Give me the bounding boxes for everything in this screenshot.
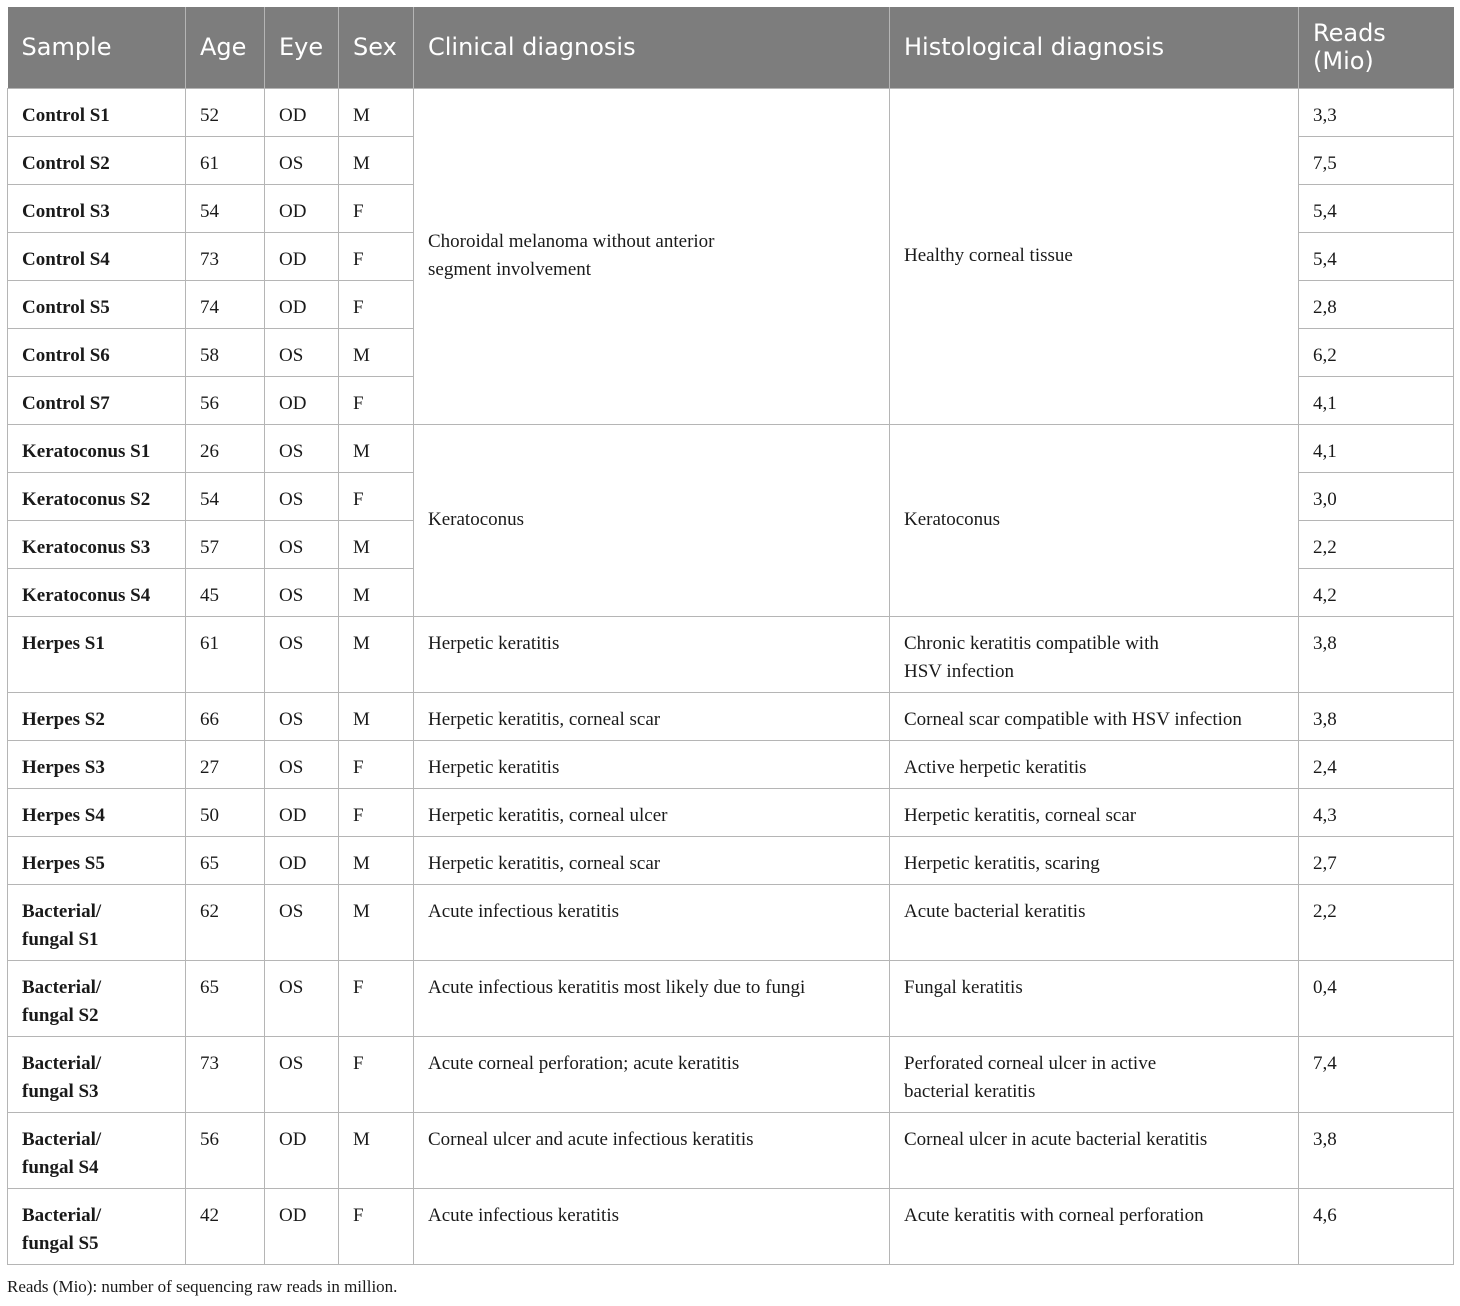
cell-eye: OD bbox=[265, 1188, 339, 1264]
cell-sex: M bbox=[339, 328, 414, 376]
table-header-row bbox=[8, 7, 1454, 88]
cell-sample: Keratoconus S3 bbox=[8, 520, 186, 568]
cell-age: 73 bbox=[186, 232, 265, 280]
cell-eye: OD bbox=[265, 376, 339, 424]
header-sample: Sample bbox=[8, 7, 186, 88]
cell-sex: F bbox=[339, 960, 414, 1036]
cell-sample: Herpes S2 bbox=[8, 692, 186, 740]
cell-reads: 0,4 bbox=[1299, 960, 1454, 1036]
table-row bbox=[8, 1112, 1454, 1188]
cell-age: 57 bbox=[186, 520, 265, 568]
cell-sample: Control S5 bbox=[8, 280, 186, 328]
cell-reads: 4,6 bbox=[1299, 1188, 1454, 1264]
cell-sex: M bbox=[339, 616, 414, 692]
cell-reads: 2,7 bbox=[1299, 836, 1454, 884]
cell-sex: F bbox=[339, 1036, 414, 1112]
table-row bbox=[8, 424, 1454, 472]
cell-histological-diagnosis: Herpetic keratitis, scaring bbox=[890, 836, 1299, 884]
cell-sex: M bbox=[339, 424, 414, 472]
cell-sample: Control S1 bbox=[8, 88, 186, 136]
cell-clinical-diagnosis: Herpetic keratitis bbox=[414, 740, 890, 788]
cell-histological-diagnosis: Acute keratitis with corneal perforation bbox=[890, 1188, 1299, 1264]
cell-reads: 3,0 bbox=[1299, 472, 1454, 520]
cell-eye: OS bbox=[265, 740, 339, 788]
cell-age: 52 bbox=[186, 88, 265, 136]
cell-reads: 7,5 bbox=[1299, 136, 1454, 184]
table-row bbox=[8, 616, 1454, 692]
table-row bbox=[8, 884, 1454, 960]
cell-sex: M bbox=[339, 1112, 414, 1188]
cell-sex: F bbox=[339, 376, 414, 424]
table-row bbox=[8, 88, 1454, 136]
cell-eye: OD bbox=[265, 788, 339, 836]
cell-eye: OS bbox=[265, 960, 339, 1036]
table-footnote: Reads (Mio): number of sequencing raw reads in million. bbox=[7, 1277, 398, 1296]
cell-eye: OS bbox=[265, 136, 339, 184]
cell-sex: M bbox=[339, 692, 414, 740]
cell-eye: OD bbox=[265, 836, 339, 884]
cell-reads: 4,2 bbox=[1299, 568, 1454, 616]
cell-age: 45 bbox=[186, 568, 265, 616]
cell-sample: Keratoconus S1 bbox=[8, 424, 186, 472]
table-row bbox=[8, 1036, 1454, 1112]
cell-reads: 2,2 bbox=[1299, 520, 1454, 568]
samples-table bbox=[7, 7, 1454, 1265]
cell-age: 65 bbox=[186, 836, 265, 884]
cell-sex: M bbox=[339, 88, 414, 136]
cell-histological-diagnosis: Acute bacterial keratitis bbox=[890, 884, 1299, 960]
cell-sex: F bbox=[339, 788, 414, 836]
cell-sex: F bbox=[339, 280, 414, 328]
cell-sample: Herpes S1 bbox=[8, 616, 186, 692]
cell-eye: OS bbox=[265, 520, 339, 568]
cell-age: 66 bbox=[186, 692, 265, 740]
cell-age: 61 bbox=[186, 616, 265, 692]
cell-eye: OD bbox=[265, 184, 339, 232]
cell-eye: OD bbox=[265, 280, 339, 328]
cell-sex: F bbox=[339, 1188, 414, 1264]
cell-clinical-diagnosis: Acute infectious keratitis bbox=[414, 884, 890, 960]
cell-age: 58 bbox=[186, 328, 265, 376]
table-row bbox=[8, 836, 1454, 884]
cell-eye: OS bbox=[265, 616, 339, 692]
cell-reads: 5,4 bbox=[1299, 232, 1454, 280]
cell-sex: M bbox=[339, 136, 414, 184]
cell-reads: 4,1 bbox=[1299, 424, 1454, 472]
cell-sample: Bacterial/ fungal S5 bbox=[8, 1188, 186, 1264]
cell-clinical-diagnosis: Acute infectious keratitis bbox=[414, 1188, 890, 1264]
cell-sample: Control S4 bbox=[8, 232, 186, 280]
cell-histological-diagnosis: Chronic keratitis compatible with HSV infection bbox=[890, 616, 1299, 692]
cell-reads: 7,4 bbox=[1299, 1036, 1454, 1112]
cell-sample: Keratoconus S4 bbox=[8, 568, 186, 616]
cell-sample: Bacterial/ fungal S4 bbox=[8, 1112, 186, 1188]
cell-age: 56 bbox=[186, 1112, 265, 1188]
cell-reads: 5,4 bbox=[1299, 184, 1454, 232]
cell-clinical-diagnosis: Keratoconus bbox=[414, 424, 890, 616]
cell-clinical-diagnosis: Corneal ulcer and acute infectious keratitis bbox=[414, 1112, 890, 1188]
cell-clinical-diagnosis: Acute corneal perforation; acute keratitis bbox=[414, 1036, 890, 1112]
cell-age: 50 bbox=[186, 788, 265, 836]
header-eye: Eye bbox=[265, 7, 339, 88]
cell-reads: 4,1 bbox=[1299, 376, 1454, 424]
table-row bbox=[8, 788, 1454, 836]
cell-sex: M bbox=[339, 884, 414, 960]
cell-histological-diagnosis: Fungal keratitis bbox=[890, 960, 1299, 1036]
cell-eye: OS bbox=[265, 1036, 339, 1112]
cell-sex: M bbox=[339, 568, 414, 616]
cell-age: 65 bbox=[186, 960, 265, 1036]
cell-histological-diagnosis: Herpetic keratitis, corneal scar bbox=[890, 788, 1299, 836]
cell-sample: Control S2 bbox=[8, 136, 186, 184]
cell-age: 62 bbox=[186, 884, 265, 960]
cell-sex: F bbox=[339, 232, 414, 280]
table-row bbox=[8, 740, 1454, 788]
cell-sample: Control S6 bbox=[8, 328, 186, 376]
cell-reads: 6,2 bbox=[1299, 328, 1454, 376]
cell-sex: M bbox=[339, 520, 414, 568]
cell-eye: OD bbox=[265, 1112, 339, 1188]
table-row bbox=[8, 1188, 1454, 1264]
table-row bbox=[8, 692, 1454, 740]
cell-reads: 2,2 bbox=[1299, 884, 1454, 960]
cell-clinical-diagnosis: Acute infectious keratitis most likely due to fungi bbox=[414, 960, 890, 1036]
cell-age: 56 bbox=[186, 376, 265, 424]
data-table-container bbox=[7, 7, 1453, 1265]
cell-clinical-diagnosis: Choroidal melanoma without anterior segment involvement bbox=[414, 88, 890, 424]
cell-age: 61 bbox=[186, 136, 265, 184]
cell-clinical-diagnosis: Herpetic keratitis, corneal scar bbox=[414, 836, 890, 884]
cell-sample: Herpes S5 bbox=[8, 836, 186, 884]
cell-age: 54 bbox=[186, 184, 265, 232]
cell-histological-diagnosis: Perforated corneal ulcer in active bacterial keratitis bbox=[890, 1036, 1299, 1112]
cell-age: 42 bbox=[186, 1188, 265, 1264]
cell-sample: Bacterial/ fungal S2 bbox=[8, 960, 186, 1036]
cell-histological-diagnosis: Healthy corneal tissue bbox=[890, 88, 1299, 424]
cell-reads: 3,3 bbox=[1299, 88, 1454, 136]
cell-sex: F bbox=[339, 184, 414, 232]
cell-sample: Control S7 bbox=[8, 376, 186, 424]
header-age: Age bbox=[186, 7, 265, 88]
cell-histological-diagnosis: Corneal ulcer in acute bacterial keratitis bbox=[890, 1112, 1299, 1188]
cell-reads: 3,8 bbox=[1299, 692, 1454, 740]
cell-reads: 3,8 bbox=[1299, 616, 1454, 692]
cell-reads: 4,3 bbox=[1299, 788, 1454, 836]
cell-clinical-diagnosis: Herpetic keratitis, corneal scar bbox=[414, 692, 890, 740]
cell-sex: M bbox=[339, 836, 414, 884]
cell-age: 54 bbox=[186, 472, 265, 520]
cell-sex: F bbox=[339, 472, 414, 520]
cell-sample: Bacterial/ fungal S3 bbox=[8, 1036, 186, 1112]
cell-histological-diagnosis: Keratoconus bbox=[890, 424, 1299, 616]
cell-sample: Control S3 bbox=[8, 184, 186, 232]
cell-sample: Keratoconus S2 bbox=[8, 472, 186, 520]
cell-clinical-diagnosis: Herpetic keratitis bbox=[414, 616, 890, 692]
cell-eye: OS bbox=[265, 328, 339, 376]
cell-eye: OD bbox=[265, 88, 339, 136]
cell-eye: OS bbox=[265, 884, 339, 960]
cell-reads: 3,8 bbox=[1299, 1112, 1454, 1188]
cell-sex: F bbox=[339, 740, 414, 788]
header-histological-diagnosis: Histological diagnosis bbox=[890, 7, 1299, 88]
header-clinical-diagnosis: Clinical diagnosis bbox=[414, 7, 890, 88]
cell-eye: OS bbox=[265, 692, 339, 740]
cell-eye: OS bbox=[265, 424, 339, 472]
cell-reads: 2,8 bbox=[1299, 280, 1454, 328]
cell-clinical-diagnosis: Herpetic keratitis, corneal ulcer bbox=[414, 788, 890, 836]
cell-age: 73 bbox=[186, 1036, 265, 1112]
cell-histological-diagnosis: Active herpetic keratitis bbox=[890, 740, 1299, 788]
table-row bbox=[8, 960, 1454, 1036]
cell-eye: OD bbox=[265, 232, 339, 280]
cell-eye: OS bbox=[265, 568, 339, 616]
cell-age: 74 bbox=[186, 280, 265, 328]
cell-sample: Herpes S3 bbox=[8, 740, 186, 788]
header-sex: Sex bbox=[339, 7, 414, 88]
header-reads: Reads (Mio) bbox=[1299, 7, 1454, 88]
cell-reads: 2,4 bbox=[1299, 740, 1454, 788]
cell-age: 27 bbox=[186, 740, 265, 788]
cell-eye: OS bbox=[265, 472, 339, 520]
cell-age: 26 bbox=[186, 424, 265, 472]
cell-sample: Herpes S4 bbox=[8, 788, 186, 836]
cell-histological-diagnosis: Corneal scar compatible with HSV infection bbox=[890, 692, 1299, 740]
cell-sample: Bacterial/ fungal S1 bbox=[8, 884, 186, 960]
